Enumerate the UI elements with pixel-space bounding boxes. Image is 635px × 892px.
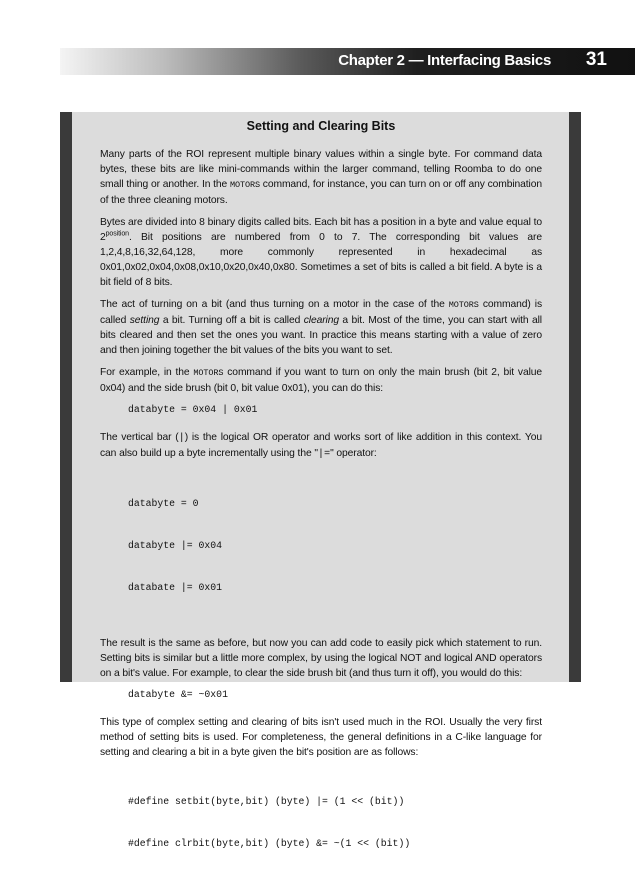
page-number: 31 [585,49,607,70]
paragraph-1: Many parts of the ROI represent multiple binary values within a single byte. For command data bytes, these bits are like mini-commands within the larger command, telling Roomba to do one small thing or another. In the MOTORS command, for instance, you can turn on or off any combination of the three cleaning motors. [100,149,542,206]
paragraph-5: The vertical bar (|) is the logical OR operator and works sort of like addition in this context. You can also build up a byte incrementally using the "|=" operator: [100,432,542,460]
code-line: databyte &= ~0x01 [128,689,228,700]
code-line: #define setbit(byte,bit) (byte) |= (1 << (bit)) [128,796,405,807]
or-assign-operator: |= [317,448,331,460]
code-line: databyte |= 0x04 [128,540,223,551]
chapter-title: Interfacing Basics [427,52,551,69]
paragraph-7: This type of complex setting and clearing of bits isn't used much in the ROI. Usually the very first method of setting bits is used. For completeness, the general definitions in a C-like language for setting and clearing a bit in a byte given the bit's position are as follows: [100,717,542,758]
running-header [60,48,635,75]
paragraph-4: For example, in the MOTORS command if you want to turn on only the main brush (bit 2, bit value 0x04) and the side brush (bit 0, bit value 0x01), you can do this: [100,367,543,394]
term-clearing: clearing [303,315,339,326]
inline-code-motors: MOTORS [448,300,479,310]
code-block-2 [128,469,542,623]
paragraph-3: The act of turning on a bit (and thus turning on a motor in the case of the MOTORS command) is called setting a bit. Turning off a bit is called clearing a bit. Most of the time, you can start with all bits cleared and then set the ones you want. In practice this means starting with a value of zero and then joining together the bit values of the bits you want to set. [100,299,542,356]
inline-code-motors: MOTORS [229,180,260,190]
code-block-1 [128,403,542,417]
paragraph-2: Bytes are divided into 8 binary digits called bits. Each bit has a position in a byte and value equal to $2^{position}$. Bit positions are numbered from 0 to 7. The corresponding bit values are 1,2,4,8,16,32,64,128, more commonly represented in hexadecimal as 0x01,0x02,0x04,0x08,0x10,0x20,0x40,0x80. Sometimes a set of bits is called a bit field. A byte is a bit field of 8 bits. [100,217,542,288]
code-block-3 [128,688,542,702]
code-line: databyte = 0x04 | 0x01 [128,404,258,415]
term-setting: setting [129,315,160,326]
chapter-heading [338,51,551,71]
code-line: databate |= 0x01 [128,582,223,593]
code-block-4 [128,767,542,879]
sidebar-box [60,112,581,849]
paragraph-6: The result is the same as before, but now you can add code to easily pick which statement to run. Setting bits is similar but a little more complex, by using the logical NOT and logical AND operators on a bit's value. For example, to clear the side brush bit (and thus turn it off), you would do this: [100,638,542,679]
sidebar-title: Setting and Clearing Bits [246,119,396,133]
sidebar-right-edge [569,112,581,682]
chapter-label: Chapter 2 [338,52,405,69]
sidebar-left-edge [60,112,72,682]
code-line: databyte = 0 [128,498,199,509]
inline-code-motors: MOTORS [193,368,224,378]
sidebar-content [100,118,542,892]
superscript-position: position [105,230,129,238]
code-line: #define clrbit(byte,bit) (byte) &= ~(1 << (bit)) [128,838,411,849]
header-dash: — [408,52,424,69]
or-operator: | [178,432,185,444]
